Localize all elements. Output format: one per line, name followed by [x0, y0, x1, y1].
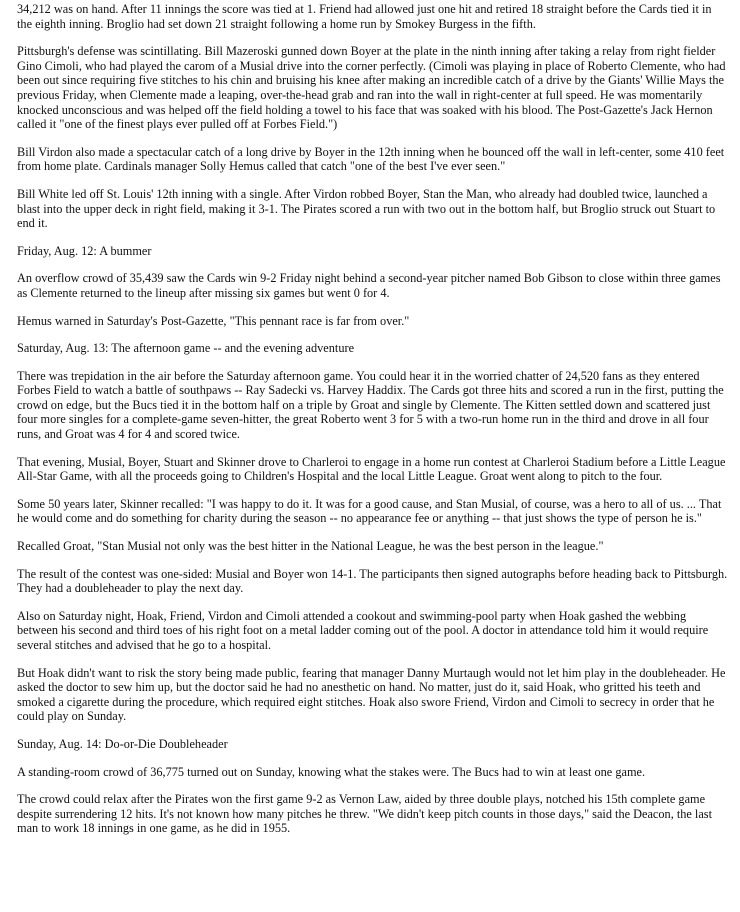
paragraph-saturday-game: There was trepidation in the air before the Saturday afternoon game. You could hear it in the worried chatter of 24,520 fans as they entered Forbes Field to watch a battle of southpaws -- Ray Sadecki vs. Harvey Haddix. The Cards got three hits and scored a run in the first, putting the crowd on edge, but the Bucs tied it in the bottom half on a triple by Groat and single by Clemente. The Kitten settled down and scattered just four more singles for a complete-game seven-hitter, the great Roberto went 3 for 5 with a two-run home run in the third and drove in all four runs, and Groat was 4 for 4 and scored twice. [17, 368, 724, 442]
section-heading-sunday: Sunday, Aug. 14: Do-or-Die Doubleheader [17, 736, 228, 751]
paragraph-virdon-catch: Bill Virdon also made a spectacular catch of a long drive by Boyer in the 12th inning when he bounced off the wall in left-center, some 410 feet from home plate. Cardinals manager Solly Hemus called that catch "one of the best I've ever seen." [17, 144, 725, 174]
paragraph-intro: 34,212 was on hand. After 11 innings the score was tied at 1. Friend had allowed just one hit and retired 18 straight before the Cards tied it in the eighth inning. Broglio had set down 21 straight following a home run by Smokey Burgess in the fifth. [17, 2, 712, 31]
paragraph-overflow-crowd: An overflow crowd of 35,439 saw the Cards win 9-2 Friday night behind a second-year pitcher named Bob Gibson to close within three games as Clemente returned to the lineup after missing six games but went 0 for 4. [17, 271, 721, 300]
paragraph-hoak-injury: Also on Saturday night, Hoak, Friend, Virdon and Cimoli attended a cookout and swimming-pool party when Hoak gashed the webbing between his second and third toes of his right foot on a metal ladder coming out of the pool. A doctor in attendance told him it would require several stitches and advised that he go to a hospital. [17, 608, 709, 652]
paragraph-first-game: The crowd could relax after the Pirates won the first game 9-2 as Vernon Law, aided by three double plays, notched his 15th complete game despite surrendering 12 hits. It's not known how many pitches he threw. "We didn't keep pitch counts in those days," said the Deacon, the last man to work 18 innings in one game, as he did in 1955. [17, 792, 713, 836]
paragraph-12th-inning: Bill White led off St. Louis' 12th inning with a single. After Virdon robbed Boyer, Stan the Man, who already had doubled twice, launched a blast into the upper deck in right field, making it 3-1. The Pirates scored a run with two out in the bottom half, but Broglio struck out Stuart to end it. [17, 186, 716, 231]
paragraph-hoak-stitches: But Hoak didn't want to risk the story being made public, fearing that manager Danny Murtaugh would not let him play in the doubleheader. He asked the doctor to sew him up, but the doctor said he had no anesthetic on hand. No matter, just do it, said Hoak, who gritted his teeth and smoked a cigarette during the procedure, which required eight stitches. Hoak also swore Friend, Virdon and Cimoli to secrecy in order that he could play on Sunday. [17, 665, 726, 724]
section-heading-saturday: Saturday, Aug. 13: The afternoon game -- and the evening adventure [17, 341, 355, 356]
section-heading-friday: Friday, Aug. 12: A bummer [17, 243, 152, 258]
paragraph-defense: Pittsburgh's defense was scintillating. Bill Mazeroski gunned down Boyer at the plate in the ninth inning after taking a relay from right fielder Gino Cimoli, who had played the carom of a Musial drive into the corner perfectly. (Cimoli was playing in place of Roberto Clemente, who had been out since requiring five stitches to his chin and bruising his knee after making an incredible catch of a drive by the Giants' Willie Mays the previous Friday, when Clemente made a leaping, over-the-head grab and ran into the wall in right-center at full speed. He was momentarily knocked unconscious and was helped off the field holding a towel to his face that was soaked with his blood. The Post-Gazette's Jack Hernon called it "one of the finest plays ever pulled off at Forbes Field.") [17, 44, 726, 132]
paragraph-standing-room: A standing-room crowd of 36,775 turned out on Sunday, knowing what the stakes were. The Bucs had to win at least one game. [17, 764, 646, 779]
paragraph-skinner-quote: Some 50 years later, Skinner recalled: "I was happy to do it. It was for a good cause, and Stan Musial, of course, was a hero to all of us. ... That he would come and do something for charity during the season -- no appearance fee or anything -- that just shows the type of person he is." [17, 496, 722, 526]
paragraph-hemus-warning: Hemus warned in Saturday's Post-Gazette, "This pennant race is far from over." [17, 313, 410, 328]
paragraph-contest-result: The result of the contest was one-sided: Musial and Boyer won 14-1. The participants then signed autographs before heading back to Pittsburgh. They had a doubleheader to play the next day. [17, 566, 728, 596]
paragraph-charleroi: That evening, Musial, Boyer, Stuart and Skinner drove to Charleroi to engage in a home run contest at Charleroi Stadium before a Little League All-Star Game, with all the proceeds going to Children's Hospital and the local Little League. Groat went along to pitch to the four. [17, 454, 726, 484]
paragraph-groat-quote: Recalled Groat, "Stan Musial not only was the best hitter in the National League, he was the best person in the league." [17, 539, 604, 554]
document-page [17, 2, 729, 836]
